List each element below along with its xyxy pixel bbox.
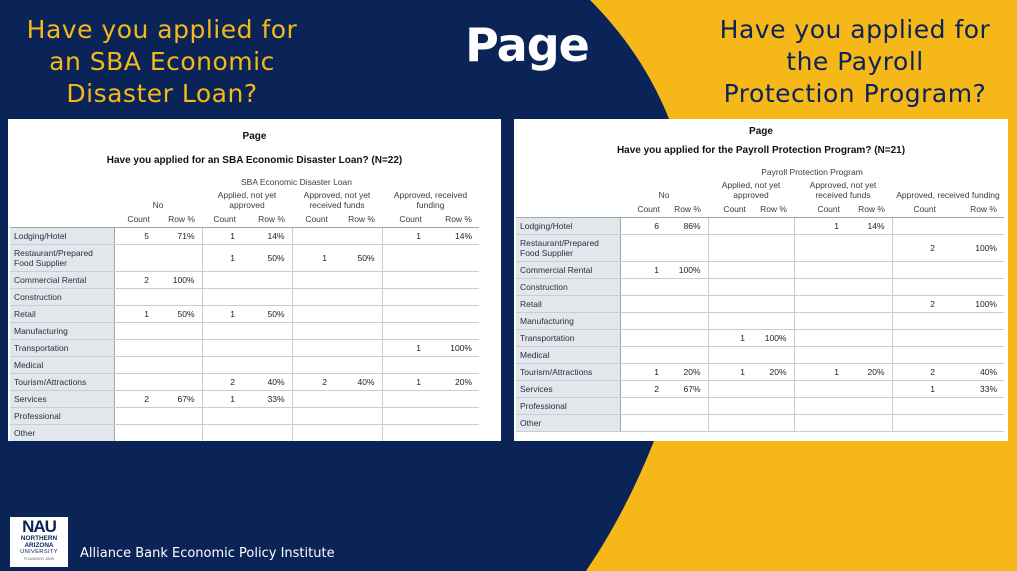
count-cell xyxy=(114,339,156,356)
table-row xyxy=(10,271,479,288)
count-cell xyxy=(382,356,428,373)
rowpct-header: Row % xyxy=(666,201,708,217)
row-label: Medical xyxy=(10,356,114,373)
row-percent-cell xyxy=(242,288,292,305)
count-cell: 1 xyxy=(382,339,428,356)
count-cell: 1 xyxy=(892,380,942,397)
row-percent-cell xyxy=(334,407,382,424)
count-cell xyxy=(620,278,666,295)
count-cell xyxy=(202,339,242,356)
table-row xyxy=(516,380,1004,397)
rowpct-header: Row % xyxy=(242,211,292,227)
count-header: Count xyxy=(202,211,242,227)
row-percent-cell: 100% xyxy=(156,271,202,288)
row-percent-cell xyxy=(334,271,382,288)
super-header: SBA Economic Disaster Loan xyxy=(240,177,353,187)
count-cell xyxy=(708,414,752,431)
group-header: No xyxy=(152,200,164,210)
count-cell xyxy=(114,407,156,424)
count-cell xyxy=(292,288,334,305)
count-cell: 1 xyxy=(382,227,428,244)
count-cell xyxy=(382,322,428,339)
table-row xyxy=(516,346,1004,363)
count-cell: 1 xyxy=(620,261,666,278)
row-percent-cell: 40% xyxy=(242,373,292,390)
count-cell: 2 xyxy=(892,234,942,261)
row-percent-cell xyxy=(846,329,892,346)
count-cell: 1 xyxy=(794,217,846,234)
row-label: Manufacturing xyxy=(10,322,114,339)
row-percent-cell xyxy=(666,234,708,261)
count-cell xyxy=(708,295,752,312)
row-percent-cell xyxy=(666,346,708,363)
row-percent-cell xyxy=(752,217,794,234)
table-row xyxy=(10,227,479,244)
row-percent-cell xyxy=(428,244,479,271)
table-row xyxy=(10,288,479,305)
row-percent-cell xyxy=(942,217,1004,234)
table-row xyxy=(10,339,479,356)
row-percent-cell xyxy=(846,414,892,431)
row-label: Construction xyxy=(10,288,114,305)
count-header: Count xyxy=(382,211,428,227)
row-percent-cell xyxy=(242,356,292,373)
row-percent-cell xyxy=(666,414,708,431)
count-cell xyxy=(892,397,942,414)
table-row xyxy=(516,217,1004,234)
row-percent-cell xyxy=(156,424,202,441)
count-cell xyxy=(382,244,428,271)
count-cell xyxy=(382,390,428,407)
row-percent-cell: 50% xyxy=(242,244,292,271)
row-percent-cell xyxy=(242,407,292,424)
group-header: Applied, not yet approved xyxy=(217,190,277,210)
count-cell xyxy=(794,261,846,278)
row-percent-cell xyxy=(428,271,479,288)
count-cell xyxy=(292,390,334,407)
row-percent-cell xyxy=(942,414,1004,431)
count-cell xyxy=(794,278,846,295)
rowpct-header: Row % xyxy=(334,211,382,227)
row-percent-cell: 50% xyxy=(334,244,382,271)
row-percent-cell xyxy=(428,288,479,305)
row-percent-cell xyxy=(752,397,794,414)
row-label: Commercial Rental xyxy=(516,261,620,278)
rowpct-header: Row % xyxy=(942,201,1004,217)
count-cell xyxy=(892,217,942,234)
row-percent-cell xyxy=(334,339,382,356)
count-cell: 1 xyxy=(202,227,242,244)
row-percent-cell xyxy=(752,414,794,431)
count-cell xyxy=(892,346,942,363)
table-subtitle: Have you applied for an SBA Economic Disaster Loan? (N=22) xyxy=(106,155,403,166)
row-percent-cell: 86% xyxy=(666,217,708,234)
row-percent-cell xyxy=(942,397,1004,414)
row-percent-cell xyxy=(428,407,479,424)
table-row xyxy=(10,244,479,271)
row-label: Professional xyxy=(516,397,620,414)
count-cell xyxy=(708,312,752,329)
left-heading: Have you applied for an SBA Economic Disaster Loan? xyxy=(26,15,298,108)
sba-loan-table-panel xyxy=(8,119,501,441)
row-label: Lodging/Hotel xyxy=(10,227,114,244)
row-label: Commercial Rental xyxy=(10,271,114,288)
row-percent-cell xyxy=(846,346,892,363)
count-cell xyxy=(708,397,752,414)
row-percent-cell xyxy=(242,271,292,288)
row-percent-cell: 40% xyxy=(334,373,382,390)
row-percent-cell xyxy=(242,339,292,356)
count-cell xyxy=(620,346,666,363)
slide-title: Page xyxy=(465,18,589,72)
row-percent-cell xyxy=(428,356,479,373)
count-cell xyxy=(794,397,846,414)
row-percent-cell: 100% xyxy=(428,339,479,356)
row-label: Transportation xyxy=(516,329,620,346)
row-percent-cell xyxy=(156,373,202,390)
count-cell xyxy=(202,407,242,424)
row-percent-cell xyxy=(334,424,382,441)
count-cell xyxy=(620,329,666,346)
row-percent-cell: 100% xyxy=(666,261,708,278)
count-cell xyxy=(114,288,156,305)
row-label: Medical xyxy=(516,346,620,363)
row-percent-cell xyxy=(156,356,202,373)
ppp-table-panel xyxy=(514,119,1008,441)
row-label: Restaurant/Prepared Food Supplier xyxy=(516,234,620,261)
table-row xyxy=(10,407,479,424)
row-percent-cell: 33% xyxy=(242,390,292,407)
row-percent-cell: 20% xyxy=(428,373,479,390)
row-percent-cell xyxy=(846,312,892,329)
row-percent-cell xyxy=(666,312,708,329)
row-percent-cell xyxy=(428,305,479,322)
row-percent-cell: 67% xyxy=(156,390,202,407)
row-label: Retail xyxy=(10,305,114,322)
count-cell xyxy=(292,227,334,244)
row-percent-cell xyxy=(156,322,202,339)
group-header: Approved, received funding xyxy=(896,190,1000,200)
count-header: Count xyxy=(794,201,846,217)
row-label: Lodging/Hotel xyxy=(516,217,620,234)
row-percent-cell xyxy=(334,322,382,339)
count-cell xyxy=(382,271,428,288)
count-cell xyxy=(892,261,942,278)
table-row xyxy=(10,322,479,339)
row-percent-cell xyxy=(846,261,892,278)
count-cell xyxy=(114,373,156,390)
footer-institute-name: Alliance Bank Economic Policy Institute xyxy=(80,546,335,561)
super-header: Payroll Protection Program xyxy=(761,167,863,177)
count-cell: 2 xyxy=(620,380,666,397)
count-cell xyxy=(382,424,428,441)
ppp-crosstab xyxy=(516,165,1004,432)
row-label: Restaurant/Prepared Food Supplier xyxy=(10,244,114,271)
count-cell xyxy=(114,356,156,373)
count-cell xyxy=(292,322,334,339)
count-header: Count xyxy=(620,201,666,217)
count-cell xyxy=(202,288,242,305)
row-percent-cell xyxy=(752,278,794,295)
count-cell: 2 xyxy=(114,390,156,407)
table-row xyxy=(10,305,479,322)
row-percent-cell: 14% xyxy=(846,217,892,234)
table-title: Page xyxy=(749,126,773,137)
row-percent-cell xyxy=(334,390,382,407)
row-label: Transportation xyxy=(10,339,114,356)
count-cell xyxy=(892,329,942,346)
count-cell xyxy=(202,356,242,373)
row-percent-cell: 40% xyxy=(942,363,1004,380)
count-cell xyxy=(292,356,334,373)
count-cell xyxy=(892,414,942,431)
row-percent-cell xyxy=(334,356,382,373)
row-percent-cell xyxy=(666,295,708,312)
table-row xyxy=(516,312,1004,329)
table-row xyxy=(10,373,479,390)
row-percent-cell xyxy=(942,346,1004,363)
count-cell xyxy=(292,271,334,288)
count-cell xyxy=(892,278,942,295)
row-label: Tourism/Attractions xyxy=(516,363,620,380)
row-percent-cell xyxy=(846,397,892,414)
row-label: Tourism/Attractions xyxy=(10,373,114,390)
row-percent-cell xyxy=(942,329,1004,346)
row-percent-cell: 33% xyxy=(942,380,1004,397)
row-percent-cell xyxy=(752,346,794,363)
row-percent-cell xyxy=(156,407,202,424)
row-label: Construction xyxy=(516,278,620,295)
count-cell: 2 xyxy=(892,295,942,312)
count-cell xyxy=(620,312,666,329)
count-cell xyxy=(202,322,242,339)
row-percent-cell xyxy=(846,234,892,261)
row-percent-cell xyxy=(666,329,708,346)
rowpct-header: Row % xyxy=(428,211,479,227)
count-cell xyxy=(620,397,666,414)
count-cell: 5 xyxy=(114,227,156,244)
row-label: Professional xyxy=(10,407,114,424)
table-row xyxy=(516,295,1004,312)
table-row xyxy=(10,424,479,441)
row-percent-cell xyxy=(666,278,708,295)
row-percent-cell: 100% xyxy=(752,329,794,346)
row-label: Services xyxy=(516,380,620,397)
count-cell: 1 xyxy=(292,244,334,271)
group-header: No xyxy=(658,190,670,200)
table-row xyxy=(10,356,479,373)
count-cell xyxy=(114,244,156,271)
table-row xyxy=(516,397,1004,414)
count-cell xyxy=(292,407,334,424)
count-cell: 1 xyxy=(382,373,428,390)
sba-crosstab xyxy=(10,175,479,441)
count-cell: 1 xyxy=(794,363,846,380)
count-cell: 2 xyxy=(892,363,942,380)
count-cell xyxy=(708,380,752,397)
row-percent-cell xyxy=(666,397,708,414)
row-percent-cell xyxy=(156,288,202,305)
row-percent-cell xyxy=(752,261,794,278)
count-cell xyxy=(382,305,428,322)
row-percent-cell: 20% xyxy=(846,363,892,380)
count-cell xyxy=(114,424,156,441)
count-cell xyxy=(620,234,666,261)
row-label: Manufacturing xyxy=(516,312,620,329)
row-percent-cell xyxy=(334,227,382,244)
count-header: Count xyxy=(708,201,752,217)
count-cell xyxy=(794,312,846,329)
table-row xyxy=(516,278,1004,295)
right-heading: Have you applied for the Payroll Protection Program? xyxy=(719,15,991,108)
row-percent-cell xyxy=(334,288,382,305)
count-cell xyxy=(292,424,334,441)
count-cell xyxy=(794,329,846,346)
row-percent-cell xyxy=(846,295,892,312)
count-cell xyxy=(708,234,752,261)
row-percent-cell xyxy=(752,295,794,312)
table-title: Page xyxy=(242,131,267,142)
count-cell: 1 xyxy=(620,363,666,380)
row-percent-cell: 14% xyxy=(242,227,292,244)
table-row xyxy=(516,261,1004,278)
row-label: Other xyxy=(516,414,620,431)
row-percent-cell xyxy=(428,322,479,339)
row-percent-cell xyxy=(428,390,479,407)
rowpct-header: Row % xyxy=(156,211,202,227)
count-cell xyxy=(794,346,846,363)
count-cell xyxy=(292,305,334,322)
row-percent-cell: 50% xyxy=(156,305,202,322)
row-percent-cell xyxy=(846,278,892,295)
count-cell xyxy=(708,346,752,363)
table-row xyxy=(10,390,479,407)
count-cell xyxy=(794,414,846,431)
group-header: Approved, received funding xyxy=(393,190,468,210)
count-cell: 1 xyxy=(202,305,242,322)
row-percent-cell xyxy=(156,339,202,356)
count-cell: 6 xyxy=(620,217,666,234)
row-percent-cell: 14% xyxy=(428,227,479,244)
count-cell: 1 xyxy=(114,305,156,322)
nau-logo: NAU NORTHERN ARIZONA UNIVERSITY FOUNDED 1899 xyxy=(10,517,68,567)
count-cell xyxy=(794,380,846,397)
table-row xyxy=(516,363,1004,380)
table-row xyxy=(516,414,1004,431)
count-cell: 2 xyxy=(202,373,242,390)
row-percent-cell xyxy=(752,234,794,261)
count-header: Count xyxy=(114,211,156,227)
count-cell xyxy=(794,234,846,261)
count-cell xyxy=(202,271,242,288)
table-row xyxy=(516,234,1004,261)
row-percent-cell: 67% xyxy=(666,380,708,397)
count-cell xyxy=(708,278,752,295)
count-cell xyxy=(892,312,942,329)
row-percent-cell: 20% xyxy=(666,363,708,380)
count-cell xyxy=(202,424,242,441)
count-cell: 1 xyxy=(202,244,242,271)
row-percent-cell: 100% xyxy=(942,234,1004,261)
row-label: Services xyxy=(10,390,114,407)
group-header: Applied, not yet approved xyxy=(721,180,781,200)
row-label: Retail xyxy=(516,295,620,312)
count-cell: 1 xyxy=(708,329,752,346)
table-row xyxy=(516,329,1004,346)
row-percent-cell xyxy=(942,261,1004,278)
row-percent-cell xyxy=(752,380,794,397)
count-cell: 2 xyxy=(292,373,334,390)
row-percent-cell: 71% xyxy=(156,227,202,244)
count-cell: 1 xyxy=(202,390,242,407)
rowpct-header: Row % xyxy=(752,201,794,217)
row-percent-cell xyxy=(752,312,794,329)
row-label: Other xyxy=(10,424,114,441)
row-percent-cell: 20% xyxy=(752,363,794,380)
group-header: Approved, not yet received funds xyxy=(809,180,877,200)
count-cell xyxy=(292,339,334,356)
rowpct-header: Row % xyxy=(846,201,892,217)
row-percent-cell xyxy=(428,424,479,441)
count-cell: 2 xyxy=(114,271,156,288)
count-cell xyxy=(382,407,428,424)
count-cell xyxy=(708,217,752,234)
count-cell xyxy=(620,295,666,312)
row-percent-cell xyxy=(242,322,292,339)
count-cell: 1 xyxy=(708,363,752,380)
row-percent-cell xyxy=(942,278,1004,295)
count-header: Count xyxy=(292,211,334,227)
row-percent-cell xyxy=(334,305,382,322)
row-percent-cell: 100% xyxy=(942,295,1004,312)
count-cell xyxy=(794,295,846,312)
row-percent-cell: 50% xyxy=(242,305,292,322)
count-cell xyxy=(620,414,666,431)
group-header: Approved, not yet received funds xyxy=(303,190,371,210)
count-cell xyxy=(708,261,752,278)
count-cell xyxy=(114,322,156,339)
count-cell xyxy=(382,288,428,305)
table-subtitle: Have you applied for the Payroll Protection Program? (N=21) xyxy=(616,145,906,156)
count-header: Count xyxy=(892,201,942,217)
row-percent-cell xyxy=(242,424,292,441)
row-percent-cell xyxy=(942,312,1004,329)
row-percent-cell xyxy=(846,380,892,397)
row-percent-cell xyxy=(156,244,202,271)
